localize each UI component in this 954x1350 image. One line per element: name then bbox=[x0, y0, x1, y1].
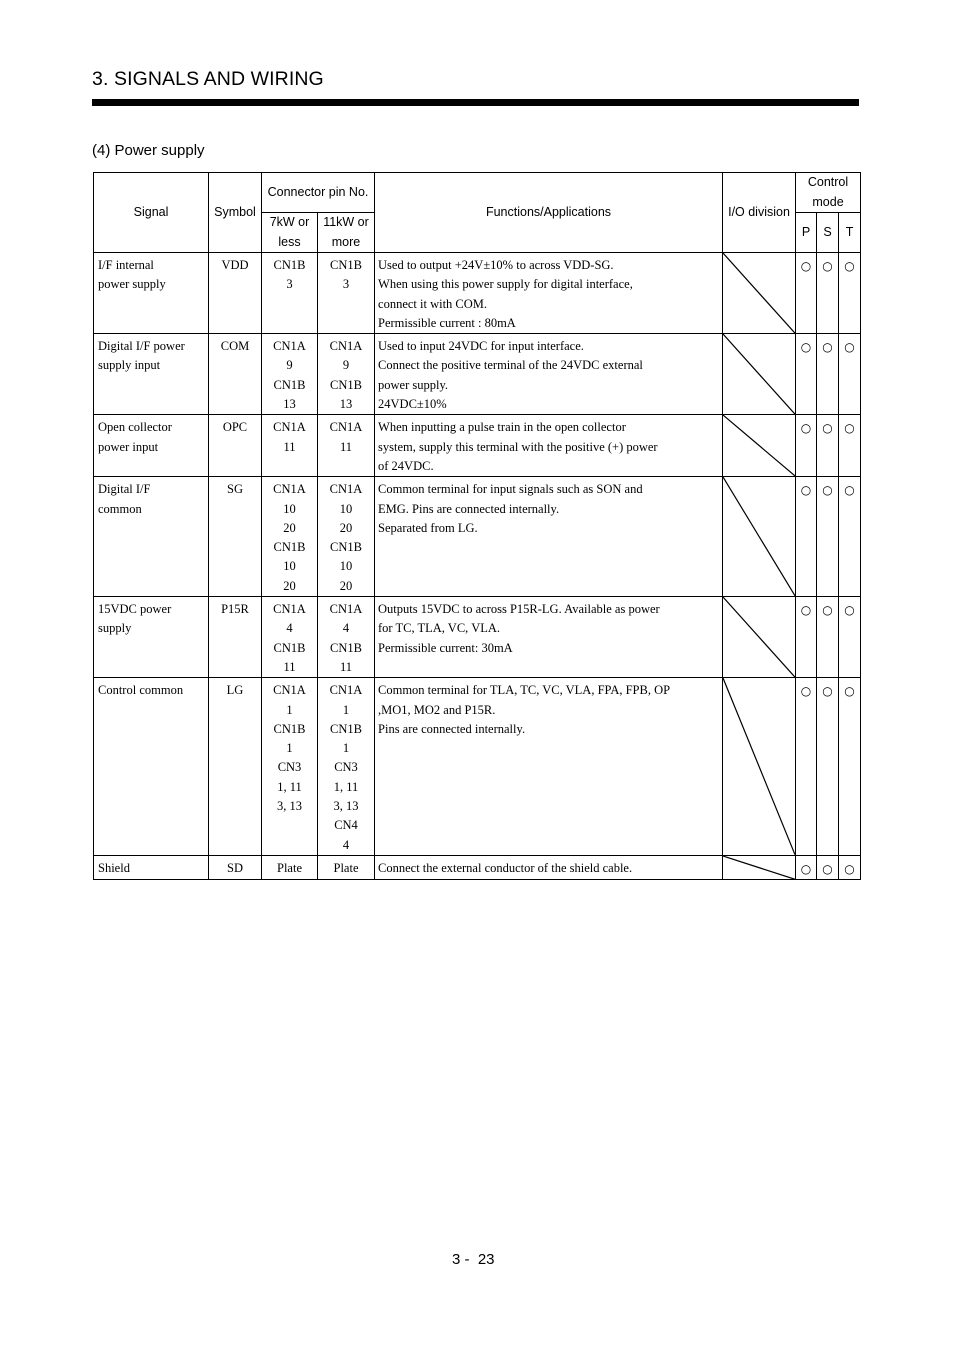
io-not-applicable-slash bbox=[723, 253, 795, 333]
io-not-applicable-slash bbox=[723, 334, 795, 414]
table-row bbox=[94, 597, 861, 678]
header-control-mode: Control mode bbox=[796, 173, 861, 213]
cell-pin-7kw: CN1A 11 bbox=[262, 415, 318, 477]
table-row bbox=[94, 253, 861, 334]
cell-signal: I/F internal power supply bbox=[94, 253, 209, 334]
page-number: 3 - 23 bbox=[452, 1251, 495, 1268]
cell-symbol: OPC bbox=[209, 415, 262, 477]
cell-pin-11kw: CN1A 10 20 CN1B 10 20 bbox=[318, 477, 375, 597]
cell-symbol: LG bbox=[209, 678, 262, 856]
table-row bbox=[94, 678, 861, 856]
cell-symbol: P15R bbox=[209, 597, 262, 678]
header-io-division: I/O division bbox=[723, 173, 796, 253]
cell-mode-p: ○ bbox=[796, 253, 817, 334]
cell-pin-7kw: CN1A 10 20 CN1B 10 20 bbox=[262, 477, 318, 597]
cell-mode-p: ○ bbox=[796, 415, 817, 477]
cell-mode-s: ○ bbox=[817, 597, 839, 678]
cell-pin-11kw: Plate bbox=[318, 855, 375, 879]
cell-io-division bbox=[723, 477, 796, 597]
cell-mode-t: ○ bbox=[839, 415, 861, 477]
cell-function: Common terminal for TLA, TC, VC, VLA, FPA, FPB, OP ,MO1, MO2 and P15R. Pins are connected internally. bbox=[375, 678, 723, 856]
cell-mode-p: ○ bbox=[796, 678, 817, 856]
header-mode-s: S bbox=[817, 213, 839, 253]
cell-pin-11kw: CN1A 1 CN1B 1 CN3 1, 11 3, 13 CN4 4 bbox=[318, 678, 375, 856]
cell-mode-p: ○ bbox=[796, 477, 817, 597]
cell-pin-11kw: CN1A 4 CN1B 11 bbox=[318, 597, 375, 678]
cell-function: Outputs 15VDC to across P15R-LG. Available as power for TC, TLA, VC, VLA. Permissible current: 30mA bbox=[375, 597, 723, 678]
cell-io-division bbox=[723, 678, 796, 856]
header-connector-pin: Connector pin No. bbox=[262, 173, 375, 213]
cell-io-division bbox=[723, 415, 796, 477]
power-supply-table bbox=[93, 172, 861, 880]
header-mode-t: T bbox=[839, 213, 861, 253]
cell-signal: Shield bbox=[94, 855, 209, 879]
cell-symbol: VDD bbox=[209, 253, 262, 334]
cell-mode-p: ○ bbox=[796, 334, 817, 415]
cell-pin-11kw: CN1A 11 bbox=[318, 415, 375, 477]
table-row bbox=[94, 477, 861, 597]
table-row bbox=[94, 415, 861, 477]
table-row bbox=[94, 855, 861, 879]
cell-mode-p: ○ bbox=[796, 855, 817, 879]
cell-mode-s: ○ bbox=[817, 415, 839, 477]
cell-symbol: COM bbox=[209, 334, 262, 415]
cell-pin-7kw: CN1B 3 bbox=[262, 253, 318, 334]
cell-signal: Open collector power input bbox=[94, 415, 209, 477]
cell-function: When inputting a pulse train in the open collector system, supply this terminal with the positive (+) power of 24VDC. bbox=[375, 415, 723, 477]
cell-function: Common terminal for input signals such as SON and EMG. Pins are connected internally. Separated from LG. bbox=[375, 477, 723, 597]
cell-io-division bbox=[723, 253, 796, 334]
header-11kw-or-more: 11kW or more bbox=[318, 213, 375, 253]
cell-pin-7kw: CN1A 1 CN1B 1 CN3 1, 11 3, 13 bbox=[262, 678, 318, 856]
cell-mode-t: ○ bbox=[839, 253, 861, 334]
cell-io-division bbox=[723, 334, 796, 415]
cell-pin-11kw: CN1A 9 CN1B 13 bbox=[318, 334, 375, 415]
title-rule bbox=[92, 99, 859, 106]
cell-mode-t: ○ bbox=[839, 678, 861, 856]
header-functions: Functions/Applications bbox=[375, 173, 723, 253]
section-title: 3. SIGNALS AND WIRING bbox=[92, 68, 324, 90]
io-not-applicable-slash bbox=[723, 856, 795, 879]
io-not-applicable-slash bbox=[723, 597, 795, 677]
header-symbol: Symbol bbox=[209, 173, 262, 253]
cell-symbol: SD bbox=[209, 855, 262, 879]
io-not-applicable-slash bbox=[723, 678, 795, 855]
table-row bbox=[94, 334, 861, 415]
cell-function: Used to input 24VDC for input interface. Connect the positive terminal of the 24VDC external power supply. 24VDC±10% bbox=[375, 334, 723, 415]
cell-signal: 15VDC power supply bbox=[94, 597, 209, 678]
cell-mode-t: ○ bbox=[839, 477, 861, 597]
cell-signal: Digital I/F power supply input bbox=[94, 334, 209, 415]
cell-mode-s: ○ bbox=[817, 253, 839, 334]
cell-mode-s: ○ bbox=[817, 678, 839, 856]
cell-io-division bbox=[723, 597, 796, 678]
cell-mode-s: ○ bbox=[817, 334, 839, 415]
io-not-applicable-slash bbox=[723, 477, 795, 596]
subheading: (4) Power supply bbox=[92, 142, 205, 159]
cell-function: Connect the external conductor of the shield cable. bbox=[375, 855, 723, 879]
cell-mode-t: ○ bbox=[839, 334, 861, 415]
cell-function: Used to output +24V±10% to across VDD-SG. When using this power supply for digital interface, connect it with COM. Permissible current : 80mA bbox=[375, 253, 723, 334]
header-signal: Signal bbox=[94, 173, 209, 253]
io-not-applicable-slash bbox=[723, 415, 795, 476]
cell-mode-t: ○ bbox=[839, 855, 861, 879]
cell-signal: Digital I/F common bbox=[94, 477, 209, 597]
cell-mode-p: ○ bbox=[796, 597, 817, 678]
cell-mode-t: ○ bbox=[839, 597, 861, 678]
cell-pin-7kw: Plate bbox=[262, 855, 318, 879]
cell-pin-7kw: CN1A 4 CN1B 11 bbox=[262, 597, 318, 678]
cell-mode-s: ○ bbox=[817, 855, 839, 879]
cell-pin-11kw: CN1B 3 bbox=[318, 253, 375, 334]
header-7kw-or-less: 7kW or less bbox=[262, 213, 318, 253]
cell-mode-s: ○ bbox=[817, 477, 839, 597]
cell-symbol: SG bbox=[209, 477, 262, 597]
cell-signal: Control common bbox=[94, 678, 209, 856]
header-mode-p: P bbox=[796, 213, 817, 253]
cell-io-division bbox=[723, 855, 796, 879]
cell-pin-7kw: CN1A 9 CN1B 13 bbox=[262, 334, 318, 415]
